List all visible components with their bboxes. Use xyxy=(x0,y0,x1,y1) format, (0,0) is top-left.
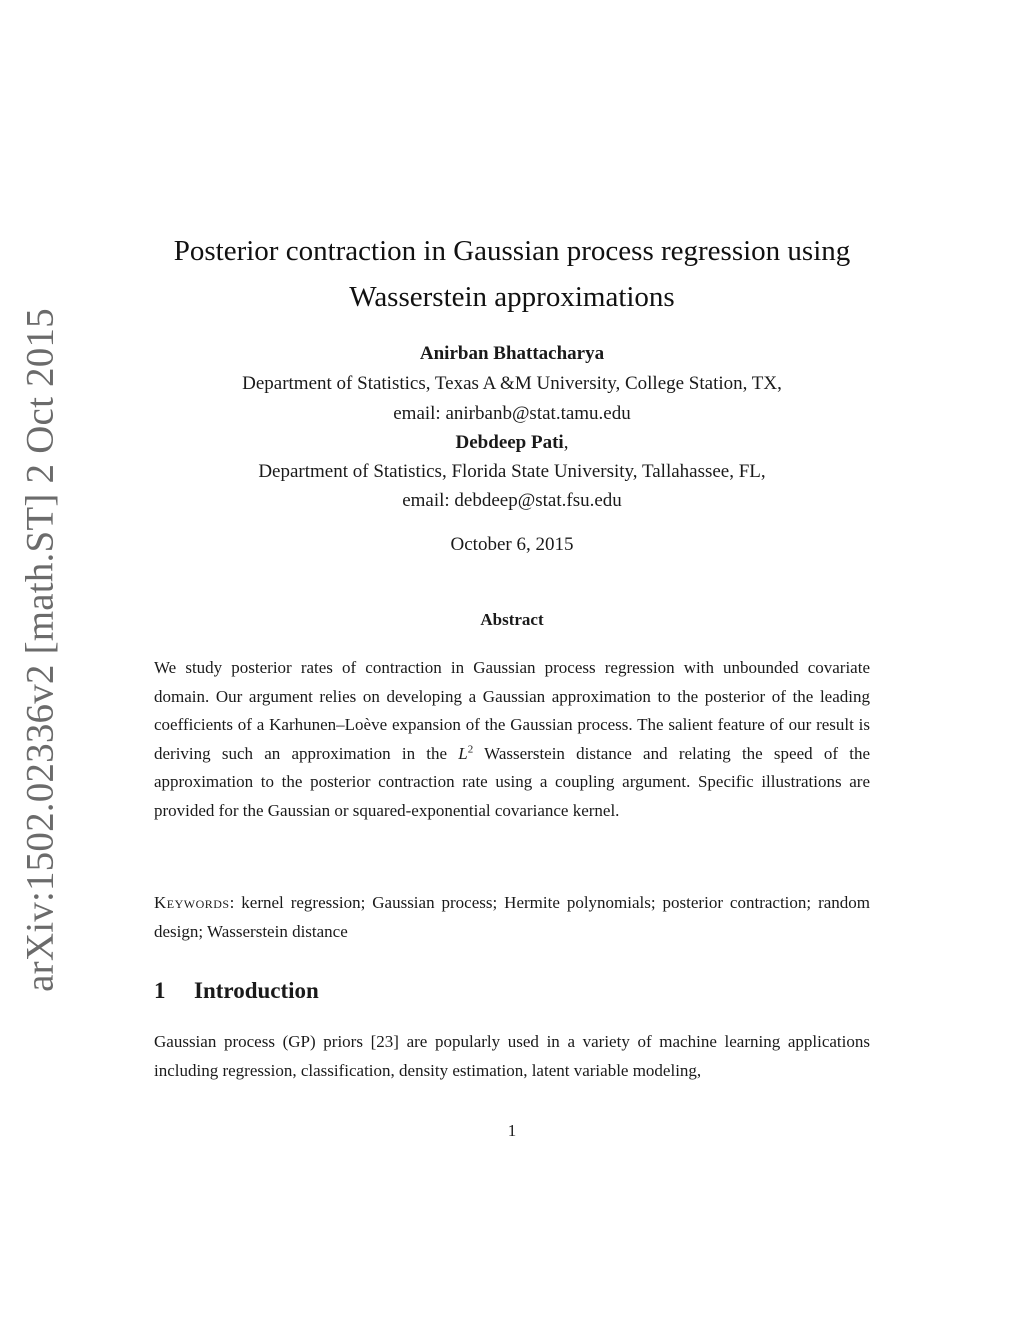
title-line-2: Wasserstein approximations xyxy=(349,281,675,313)
author-email-2: email: debdeep@stat.fsu.edu xyxy=(402,490,622,511)
keywords-text: kernel regression; Gaussian process; Hermite polynomials; posterior contraction; random design; Wasserstein distance xyxy=(154,893,870,941)
abstract-math-symbol: L xyxy=(458,743,468,763)
author-name-2-line xyxy=(150,432,874,454)
abstract-heading: Abstract xyxy=(480,610,544,629)
section-title: Introduction xyxy=(194,978,319,1003)
paper-date: October 6, 2015 xyxy=(450,534,574,555)
keywords-separator: : xyxy=(229,893,235,912)
author-name-2: Debdeep Pati xyxy=(455,432,564,453)
abstract-body xyxy=(154,654,870,825)
title-line-1: Posterior contraction in Gaussian process regression using xyxy=(173,235,851,267)
abstract-math-superscript: 2 xyxy=(467,742,474,755)
author-email-1: email: anirbanb@stat.tamu.edu xyxy=(393,403,631,424)
author-name-1: Anirban Bhattacharya xyxy=(419,343,605,364)
paper-title xyxy=(150,228,874,320)
abstract-text-part-2: Wasserstein distance and relating the speed of the approximation to the posterior contraction rate using a coupling argument. Specific illustrations are provided for the Gaussian or squared-exponential covariance kernel. xyxy=(154,743,870,820)
keywords-label: Keywords xyxy=(154,893,230,912)
section-heading xyxy=(154,978,319,1004)
arxiv-identifier-stamp: arXiv:1502.02336v2 [math.ST] 2 Oct 2015 xyxy=(18,308,62,992)
keywords-block xyxy=(154,889,870,946)
section-number: 1 xyxy=(154,978,166,1003)
page-number: 1 xyxy=(507,1121,517,1140)
abstract-text-part-1: We study posterior rates of contraction in Gaussian process regression with unbounded covariate domain. Our argument relies on developing a Gaussian approximation to the posterior of the leading coefficients of a Karhunen–Loève expansion of the Gaussian process. The salient feature of our result is deriving such an approximation in the xyxy=(154,658,870,763)
author-name-2-suffix: , xyxy=(563,432,569,453)
author-affiliation-1: Department of Statistics, Texas A &M University, College Station, TX, xyxy=(242,373,782,394)
author-affiliation-2: Department of Statistics, Florida State University, Tallahassee, FL, xyxy=(258,461,766,482)
introduction-paragraph: Gaussian process (GP) priors [23] are popularly used in a variety of machine learning applications including regression, classification, density estimation, latent variable modeling, xyxy=(154,1032,870,1080)
